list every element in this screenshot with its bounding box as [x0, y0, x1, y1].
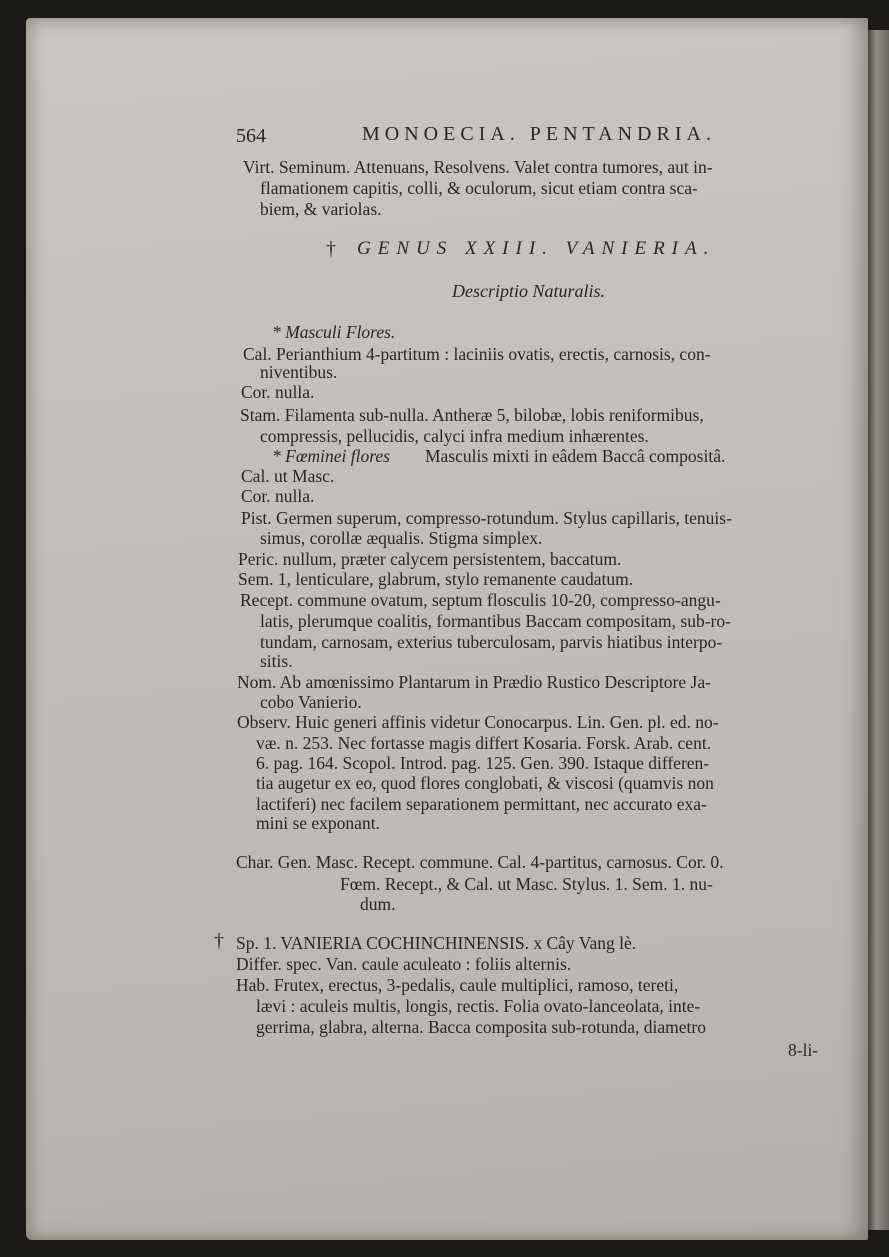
species-line: Sp. 1. VANIERIA COCHINCHINENSIS. x Cây Vang lè. — [236, 933, 637, 953]
foem-line: Sem. 1, lenticulare, glabrum, stylo remanente caudatum. — [238, 569, 634, 589]
foem-line: cobo Vanierio. — [260, 692, 362, 712]
catchword: 8-li- — [788, 1040, 819, 1060]
species-line: Hab. Frutex, erectus, 3-pedalis, caule multiplici, ramoso, tereti, — [236, 975, 679, 995]
masc-line: Cor. nulla. — [241, 382, 315, 402]
intro-line: flamationem capitis, colli, & oculorum, sicut etiam contra sca- — [260, 178, 698, 198]
genus-title: GENUS XXIII. VANIERIA. — [357, 238, 716, 259]
foem-line: Cal. ut Masc. — [241, 466, 335, 486]
foem-line: Cor. nulla. — [241, 486, 315, 506]
foem-line: sitis. — [260, 651, 293, 671]
foem-line: Peric. nullum, præter calycem persistentem, baccatum. — [238, 549, 622, 569]
foem-line: mini se exponant. — [256, 813, 380, 833]
foem-line: Recept. commune ovatum, septum flosculis 10-20, compresso-angu- — [240, 590, 721, 610]
foem-line: tia augetur ex eo, quod flores conglobati, & viscosi (quamvis non — [256, 773, 714, 793]
char-line: dum. — [360, 894, 396, 914]
species-line: lævi : aculeis multis, longis, rectis. Folia ovato-lanceolata, inte- — [256, 996, 701, 1016]
masc-line: niventibus. — [260, 362, 338, 382]
foem-heading-rest: Masculis mixti in eâdem Baccâ compositâ. — [425, 446, 726, 466]
page-number: 564 — [236, 125, 266, 147]
intro-line: biem, & variolas. — [260, 199, 382, 219]
char-line: Fœm. Recept., & Cal. ut Masc. Stylus. 1. Sem. 1. nu- — [340, 874, 713, 894]
running-title: MONOECIA. PENTANDRIA. — [362, 123, 716, 145]
species-line: gerrima, glabra, alterna. Bacca composita sub-rotunda, diametro — [256, 1017, 706, 1037]
intro-line: Virt. Seminum. Attenuans, Resolvens. Valet contra tumores, aut in- — [243, 157, 713, 177]
foem-line: Observ. Huic generi affinis videtur Conocarpus. Lin. Gen. pl. ed. no- — [237, 712, 719, 732]
foem-line: lactiferi) nec facilem separationem permittant, nec accurato exa- — [256, 794, 707, 814]
masc-line: Stam. Filamenta sub-nulla. Antheræ 5, bilobæ, lobis reniformibus, — [240, 405, 704, 425]
masc-heading: * Masculi Flores. — [272, 322, 396, 342]
species-line: Differ. spec. Van. caule aculeato : foliis alternis. — [236, 954, 572, 974]
foem-line: tundam, carnosam, exterius tuberculosam, parvis hiatibus interpo- — [260, 632, 723, 652]
page-edge — [868, 30, 889, 1230]
genus-mark: † — [326, 238, 336, 260]
foem-heading: * Fœminei flores — [272, 446, 390, 466]
foem-line: simus, corollæ æqualis. Stigma simplex. — [260, 528, 543, 548]
masc-line: Cal. Perianthium 4-partitum : laciniis ovatis, erectis, carnosis, con- — [243, 344, 711, 364]
subtitle: Descriptio Naturalis. — [452, 281, 606, 301]
foem-line: Nom. Ab amœnissimo Plantarum in Prædio Rustico Descriptore Ja- — [237, 672, 711, 692]
masc-line: compressis, pellucidis, calyci infra medium inhærentes. — [260, 426, 649, 446]
foem-line: latis, plerumque coalitis, formantibus Baccam compositam, sub-ro- — [260, 611, 731, 631]
foem-line: 6. pag. 164. Scopol. Introd. pag. 125. Gen. 390. Istaque differen- — [256, 753, 710, 773]
foem-line: væ. n. 253. Nec fortasse magis differt Kosaria. Forsk. Arab. cent. — [256, 733, 712, 753]
char-line: Char. Gen. Masc. Recept. commune. Cal. 4-partitus, carnosus. Cor. 0. — [236, 852, 724, 872]
species-mark: † — [214, 930, 224, 952]
foem-line: Pist. Germen superum, compresso-rotundum. Stylus capillaris, tenuis- — [241, 508, 732, 528]
